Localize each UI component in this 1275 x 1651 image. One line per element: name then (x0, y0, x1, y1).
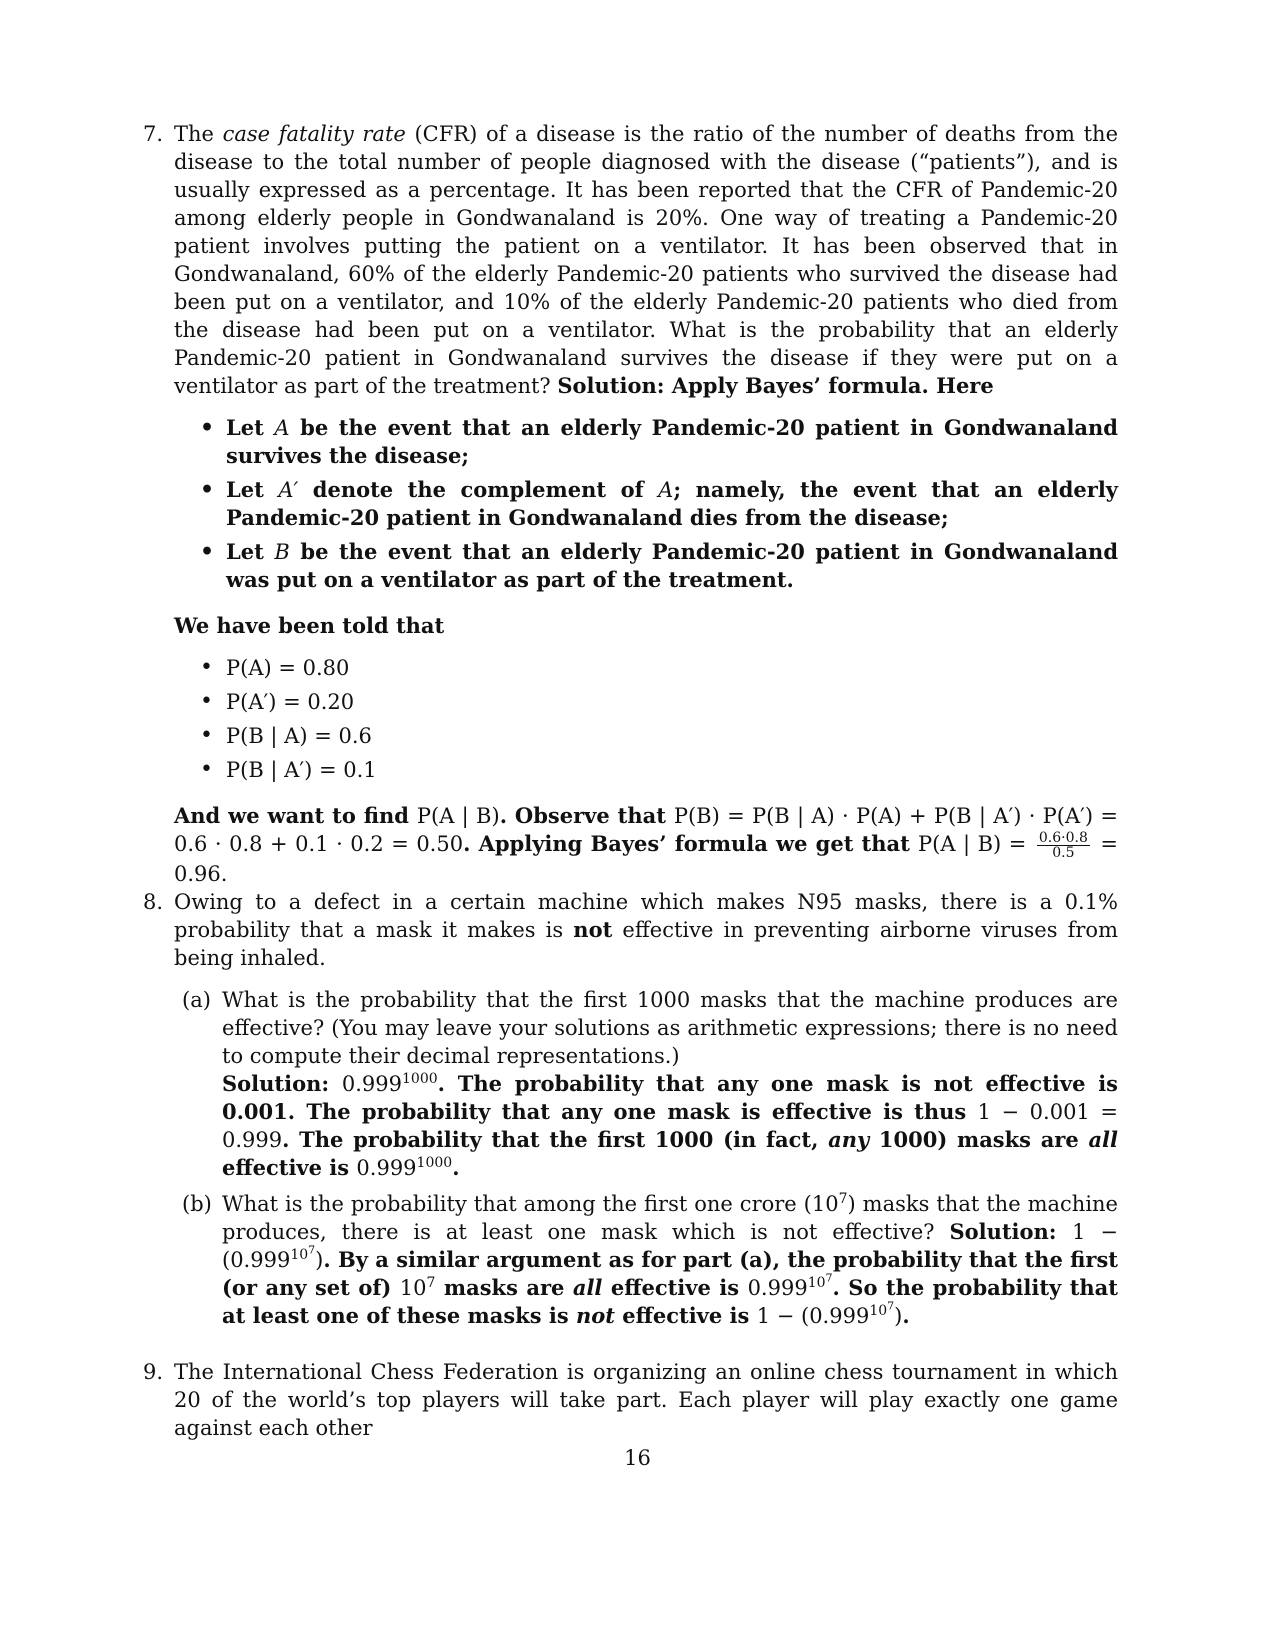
problem-9 (143, 1358, 1118, 1442)
statement-text: (CFR) of a disease is the ratio of the number of deaths from the disease to the total number of people diagnosed with the disease (“patients”), and is usually expressed as a percentage. It has been reported that the CFR of Pandemic-20 among elderly people in Gondwanaland is 20%. One way of treating a Pandemic-20 patient involves putting the patient on a ventilator. It has been observed that in Gondwanaland, 60% of the elderly Pandemic-20 patients who survived the disease had been put on a ventilator, and 10% of the elderly Pandemic-20 patients who died from the disease had been put on a ventilator. What is the probability that an elderly Pandemic-20 patient in Gondwanaland survives the disease if they were put on a ventilator as part of the treatment? (174, 122, 1118, 398)
problem-9-statement: The International Chess Federation is organizing an online chess tournament in which 20 of the world’s top players will take part. Each player will play exactly one game against each other (174, 1360, 1118, 1440)
term-cfr: case fatality rate (222, 122, 406, 146)
page-number: 16 (624, 1446, 651, 1470)
solution-lead: Solution: Apply Bayes’ formula. Here (557, 373, 994, 398)
given-probabilities (174, 654, 1118, 784)
part-a-solution: Solution: $0.999^{1000}$. The probability that any one mask is not effective is 0.001. The probability that any one mask is effective is thus 1 − 0.001 = 0.999. The probability that the first 1000 (in fact, any 1000) masks are all effective is $0.999^{1000}$. (222, 1071, 1118, 1180)
problem-number: 7. (143, 122, 164, 146)
given-prob: • P(B | A′) = 0.1 (226, 756, 1118, 784)
told-heading: We have been told that (174, 613, 445, 638)
problem-8 (143, 888, 1118, 1330)
given-prob: • P(A′) = 0.20 (226, 688, 1118, 716)
given-prob: • P(A) = 0.80 (226, 654, 1118, 682)
event-a: • Let A be the event that an elderly Pandemic-20 patient in Gondwanaland survives the disease; (226, 414, 1118, 470)
part-label: (a) (182, 988, 211, 1012)
part-b: (b) What is the probability that among the first one crore $(10^7)$ masks that the machine produces, there is at least one mask which is not effective? Solution: $1 - (0.999^{10^7})$. By a similar argument as for part (a), the probability that the first (or any set of) $10^7$ masks are all effective is 0.999$^{10^7}$. So the probability that at least one of these masks is not effective is $1 - (0.999^{10^7})$. (182, 1191, 1119, 1328)
problem-number: 8. (143, 890, 164, 914)
part-b-solution: Solution: $1 - (0.999^{10^7})$. By a similar argument as for part (a), the probability that the first (or any set of) $10^7$ masks are all effective is 0.999$^{10^7}$. So the probability that at least one of these masks is not effective is $1 - (0.999^{10^7})$. (222, 1219, 1119, 1328)
given-prob: • P(B | A) = 0.6 (226, 722, 1118, 750)
problem-8-statement: Owing to a defect in a certain machine which makes N95 masks, there is a 0.1% probability that a mask it makes is not effective in preventing airborne viruses from being inhaled. (174, 890, 1118, 970)
bayes-computation: And we want to find P(A | B). Observe that P(B) = P(B | A) · P(A) + P(B | A′) · P(A′) = 0.6 · 0.8 + 0.1 · 0.2 = 0.50. Applying Bayes’ formula we get that P(A | B) = $\frac{0.6\cdot 0.8}{0.5}$ = 0.96. (174, 803, 1118, 886)
event-definitions (174, 414, 1118, 594)
event-a-complement: • Let A′ denote the complement of A; namely, the event that an elderly Pandemic-20 patient in Gondwanaland dies from the disease; (226, 476, 1118, 532)
statement-text: The (174, 122, 223, 146)
part-a-question: What is the probability that the first 1000 masks that the machine produces are effective? (You may leave your solutions as arithmetic expressions; there is no need to compute their decimal representations.) (222, 988, 1118, 1068)
problem-7 (143, 120, 1118, 888)
part-a (182, 986, 1118, 1182)
part-label: (b) (182, 1192, 212, 1216)
problem-number: 9. (143, 1360, 164, 1384)
fraction: $\frac{0.6\cdot 0.8}{0.5}$ (1038, 830, 1088, 861)
problem-7-statement (174, 120, 1118, 400)
event-b: • Let B be the event that an elderly Pandemic-20 patient in Gondwanaland was put on a ventilator as part of the treatment. (226, 538, 1118, 594)
